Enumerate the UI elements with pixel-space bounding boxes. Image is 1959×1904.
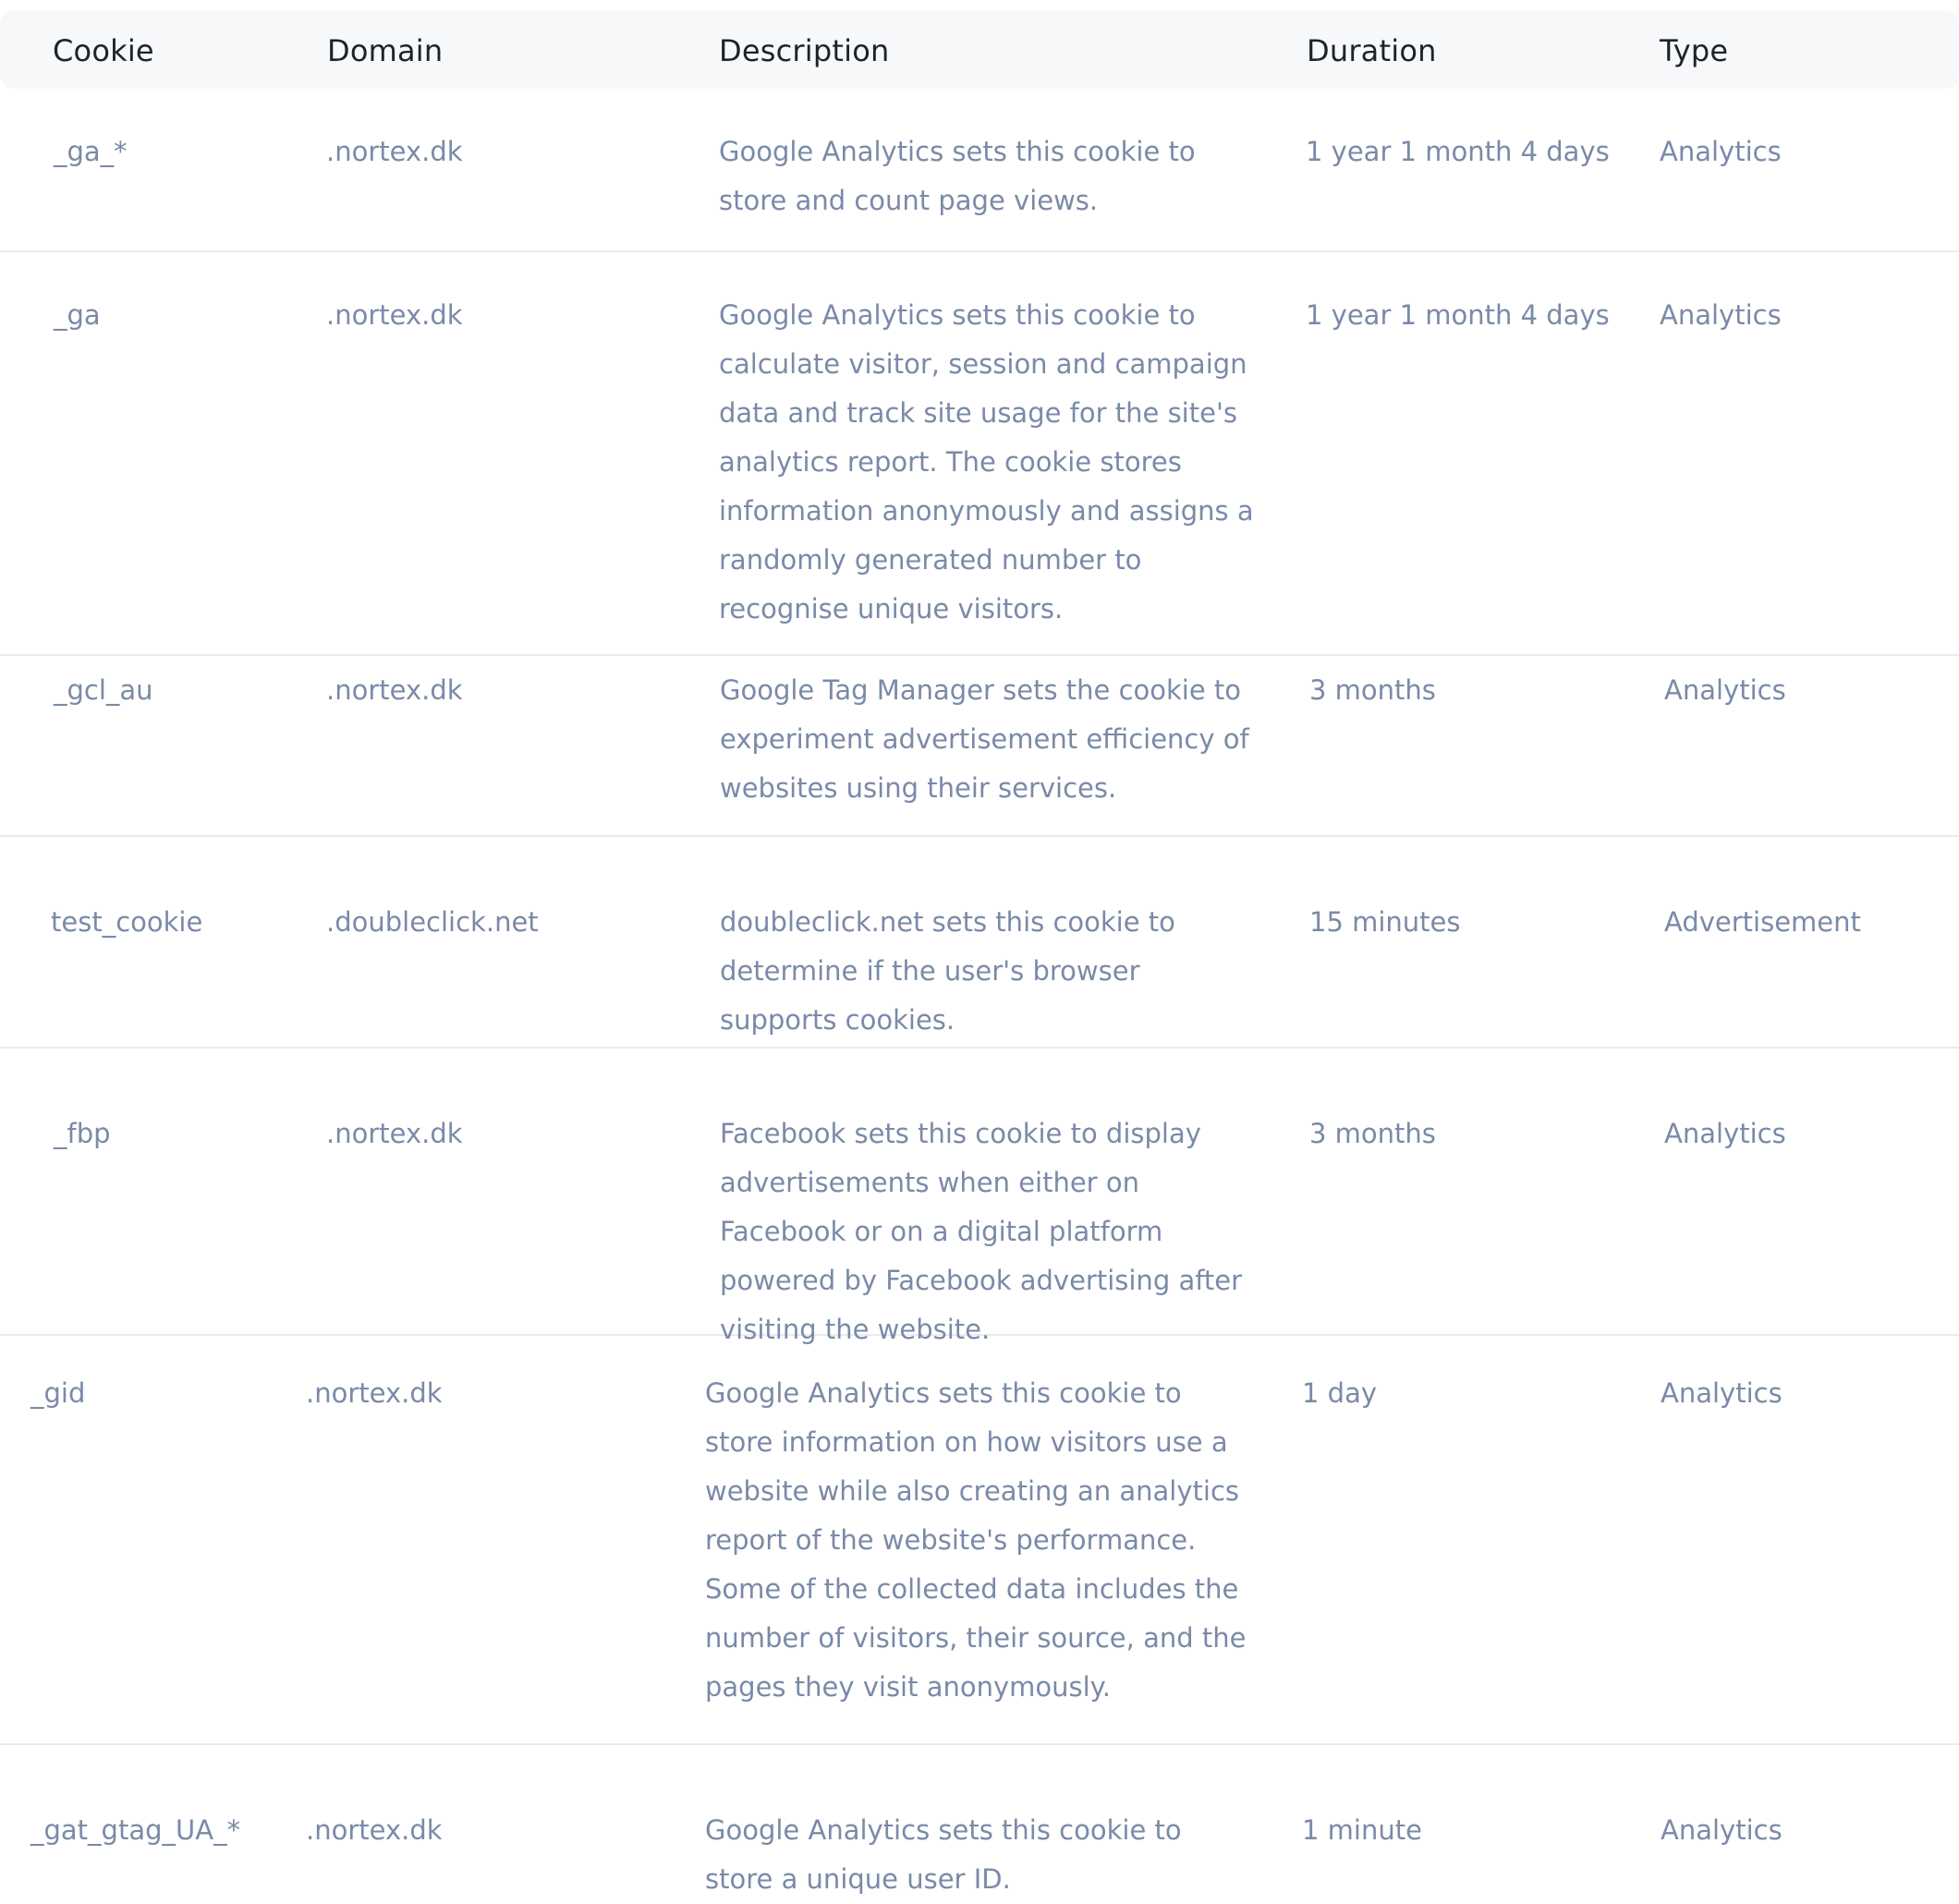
- cookie-duration: 1 year 1 month 4 days: [1306, 299, 1610, 331]
- cookie-name: _ga_*: [54, 136, 128, 167]
- table-row: [0, 1336, 1959, 1745]
- cookie-duration: 15 minutes: [1309, 906, 1461, 938]
- header-duration: Duration: [1307, 33, 1437, 68]
- header-type: Type: [1660, 33, 1729, 68]
- header-domain: Domain: [327, 33, 444, 68]
- cookie-description: doubleclick.net sets this cookie to determine if the user's browser supports cookies.: [720, 906, 1175, 1036]
- cookie-type: Analytics: [1661, 1814, 1783, 1846]
- cookie-name: _ga: [54, 299, 101, 331]
- cookie-type: Analytics: [1664, 1118, 1786, 1149]
- cookie-description: Google Analytics sets this cookie to store and count page views.: [719, 136, 1196, 216]
- cookie-type: Analytics: [1660, 136, 1782, 167]
- table-row: [0, 1745, 1959, 1904]
- cookie-name: _gid: [30, 1377, 86, 1409]
- table-row: [0, 658, 1959, 837]
- cookie-domain: .nortex.dk: [306, 1814, 443, 1846]
- table-row: [0, 252, 1959, 656]
- cookie-table: [0, 11, 1959, 89]
- cookie-domain: .nortex.dk: [306, 1377, 443, 1409]
- cookie-description: Google Tag Manager sets the cookie to experiment advertisement efficiency of websites using their services.: [720, 674, 1249, 804]
- header-description: Description: [719, 33, 890, 68]
- cookie-type: Analytics: [1661, 1377, 1783, 1409]
- cookie-domain: .nortex.dk: [326, 1118, 463, 1149]
- cookie-name: test_cookie: [51, 906, 203, 938]
- cookie-type: Advertisement: [1664, 906, 1861, 938]
- cookie-domain: .nortex.dk: [326, 136, 463, 167]
- table-row: [0, 837, 1959, 1049]
- table-header: [0, 11, 1959, 89]
- cookie-name: _gcl_au: [54, 674, 153, 706]
- cookie-description: Google Analytics sets this cookie to store a unique user ID.: [705, 1814, 1182, 1895]
- cookie-name: _gat_gtag_UA_*: [30, 1814, 241, 1846]
- cookie-description: Facebook sets this cookie to display advertisements when either on Facebook or on a digital platform powered by Facebook advertising after visiting the website.: [720, 1118, 1243, 1345]
- cookie-type: Analytics: [1664, 674, 1786, 706]
- cookie-description: Google Analytics sets this cookie to store information on how visitors use a website while also creating an analytics report of the website's performance. Some of the collected data includes the number of visitors, their source, and the pages they visit anonymously.: [705, 1377, 1247, 1703]
- header-cookie: Cookie: [53, 33, 154, 68]
- cookie-duration: 3 months: [1309, 1118, 1436, 1149]
- cookie-duration: 1 minute: [1302, 1814, 1422, 1846]
- table-row: [0, 1049, 1959, 1345]
- table-row: [0, 89, 1959, 252]
- cookie-type: Analytics: [1660, 299, 1782, 331]
- cookie-duration: 3 months: [1309, 674, 1436, 706]
- cookie-duration: 1 day: [1302, 1377, 1378, 1409]
- cookie-domain: .nortex.dk: [326, 674, 463, 706]
- cookie-description: Google Analytics sets this cookie to calculate visitor, session and campaign data and track site usage for the site's analytics report. The cookie stores information anonymously and assigns a randomly generated number to recognise unique visitors.: [719, 299, 1254, 625]
- cookie-domain: .nortex.dk: [326, 299, 463, 331]
- cookie-name: _fbp: [54, 1118, 111, 1149]
- cookie-duration: 1 year 1 month 4 days: [1306, 136, 1610, 167]
- cookie-domain: .doubleclick.net: [326, 906, 539, 938]
